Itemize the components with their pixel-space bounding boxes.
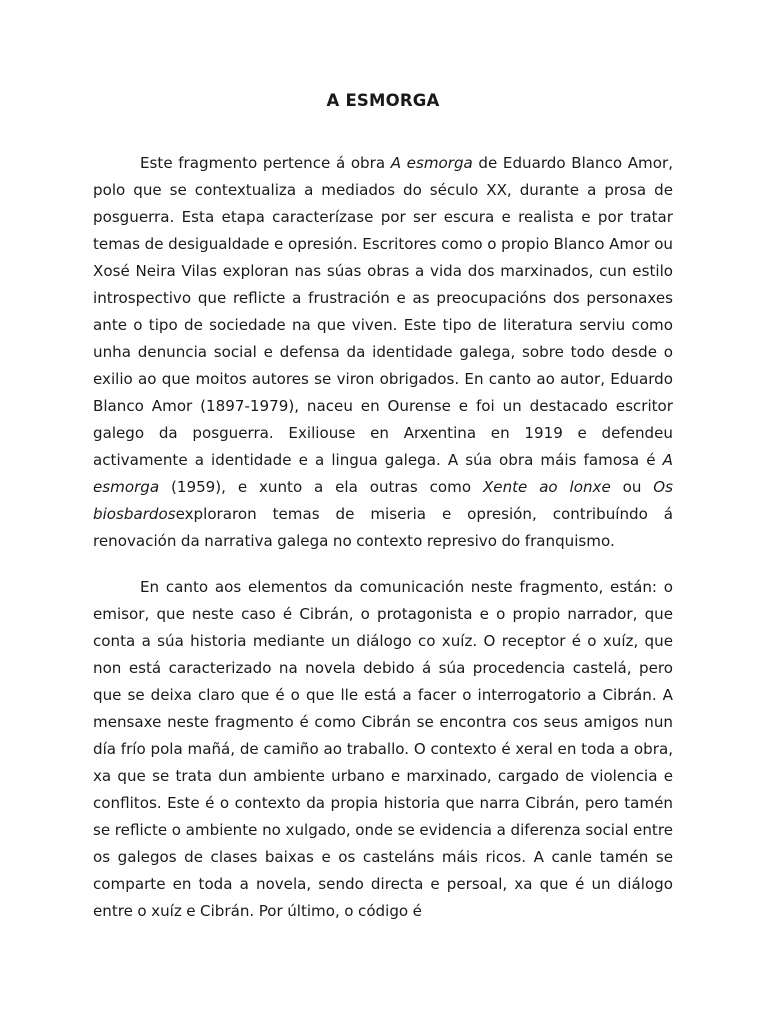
paragraph-communication: En canto aos elementos da comunicación neste fragmento, están: o emisor, que neste caso é Cibrán, o protagonista e o propio narrador, que conta a súa historia mediante un diálogo co xuíz. O receptor é o xuíz, que non está caracterizado na novela debido á súa procedencia castelá, pero que se deixa claro que é o que lle está a facer o interrogatorio a Cibrán. A mensaxe neste fragmento é como Cibrán se encontra cos seus amigos nun día frío pola mañá, de camiño ao traballo. O contexto é xeral en toda a obra, xa que se trata dun ambiente urbano e marxinado, cargado de violencia e conflitos. Este é o contexto da propia historia que narra Cibrán, pero tamén se reflicte o ambiente no xulgado, onde se evidencia a diferenza social entre os galegos de clases baixas e os casteláns máis ricos. A canle tamén se comparte en toda a novela, sendo directa e persoal, xa que é un diálogo entre o xuíz e Cibrán. Por último, o código é (93, 578, 673, 920)
book-title: A esmorga (390, 154, 473, 172)
document-title: A ESMORGA (326, 91, 440, 110)
book-title: A esmorga (93, 451, 673, 496)
paragraph-text: ou (610, 478, 654, 496)
book-title: Os biosbardos (93, 478, 674, 523)
paragraph-text: exploraron temas de miseria e opresión, contribuíndo á renovación da narrativa galega no contexto represivo do franquismo. (93, 505, 673, 550)
paragraph-text: (1959), e xunto a ela outras como (159, 478, 483, 496)
paragraph-text: de Eduardo Blanco Amor, polo que se contextualiza a mediados do século XX, durante a prosa de posguerra. Esta etapa caracterízase por ser escura e realista e por tratar temas de desigualdade e opresión. Escritores como o propio Blanco Amor ou Xosé Neira Vilas exploran nas súas obras a vida dos marxinados, cun estilo introspectivo que reflicte a frustración e as preocupacións dos personaxes ante o tipo de sociedade na que viven. Este tipo de literatura serviu como unha denuncia social e defensa da identidade galega, sobre todo desde o exilio ao que moitos autores se viron obrigados. En canto ao autor, Eduardo Blanco Amor (1897-1979), naceu en Ourense e foi un destacado escritor galego da posguerra. Exiliouse en Arxentina en 1919 e defendeu activamente a identidade e a lingua galega. A súa obra máis famosa é (93, 154, 673, 469)
paragraph-context (93, 150, 673, 555)
paragraph-text: Este fragmento pertence á obra (140, 154, 391, 172)
book-title: Xente ao lonxe (482, 478, 611, 496)
document-page (93, 0, 673, 925)
